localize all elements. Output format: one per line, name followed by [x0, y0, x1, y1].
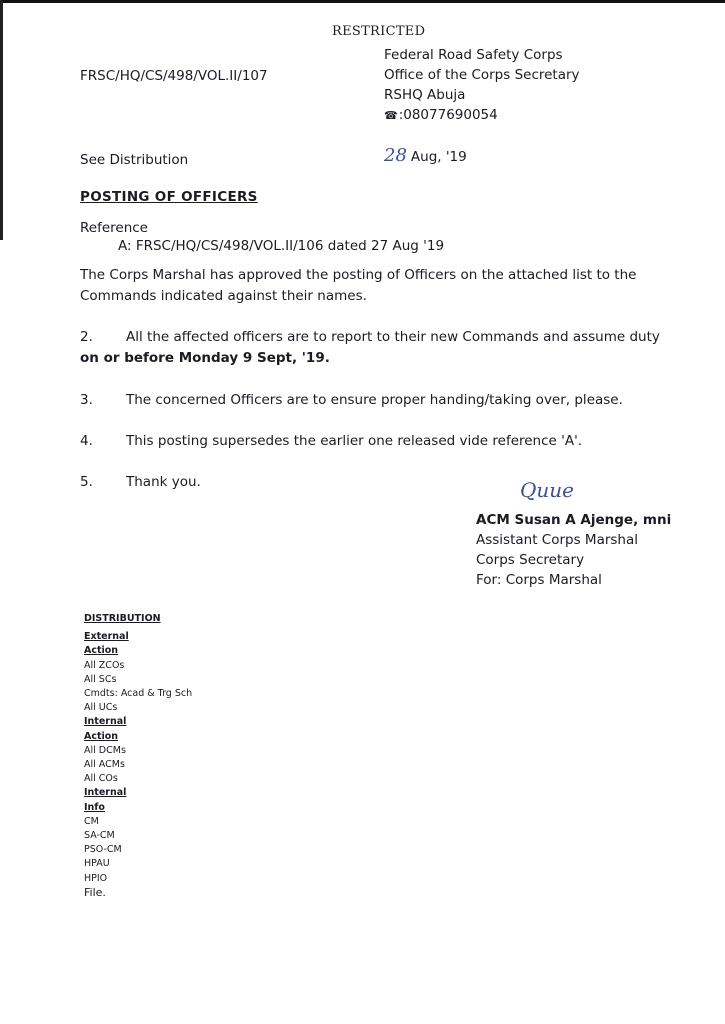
paragraph-4-number: 4.: [80, 433, 93, 449]
telephone-icon: ☎: [384, 109, 398, 122]
see-distribution: See Distribution: [80, 152, 189, 168]
signer-name: ACM Susan A Ajenge, mni: [476, 512, 672, 528]
list-item: SA-CM: [84, 830, 115, 842]
internal-info-section-label: Internal: [84, 787, 127, 799]
list-item: All SCs: [84, 673, 117, 685]
list-item: HPAU: [84, 858, 110, 870]
internal-info-label: Info: [84, 801, 105, 813]
address-line-1: Federal Road Safety Corps: [384, 47, 563, 63]
external-action-label: Action: [84, 645, 119, 657]
paragraph-4-text: This posting supersedes the earlier one released vide reference 'A'.: [126, 433, 583, 449]
external-label: External: [84, 631, 129, 643]
internal-label: Internal: [84, 716, 127, 728]
signer-position: Corps Secretary: [476, 552, 585, 568]
list-item: HPIO: [84, 872, 108, 884]
list-item: All COs: [84, 773, 118, 785]
distribution-heading: DISTRIBUTION: [84, 613, 161, 624]
reference-label: Reference: [80, 220, 148, 236]
paragraph-5-number: 5.: [80, 474, 93, 490]
paragraph-2-number: 2.: [80, 329, 93, 345]
subject-heading: POSTING OF OFFICERS: [80, 189, 258, 205]
file-copy: File.: [84, 885, 106, 899]
paragraph-5-text: Thank you.: [126, 474, 201, 490]
sender-address: [384, 45, 580, 126]
classification-label: RESTRICTED: [332, 24, 426, 39]
signature-block: [476, 510, 671, 590]
paragraph-1: The Corps Marshal has approved the posting of Officers on the attached list to the Commands indicated against their names.: [80, 267, 637, 304]
address-line-3: RSHQ Abuja: [384, 87, 466, 103]
reference-line: A: FRSC/HQ/CS/498/VOL.II/106 dated 27 Aug '19: [118, 238, 445, 254]
list-item: All ACMs: [84, 759, 125, 771]
scan-top-edge: [0, 0, 725, 3]
handwritten-day: 28: [384, 145, 407, 166]
address-phone: [384, 105, 580, 126]
scan-left-edge: [0, 0, 3, 240]
distribution-list: [84, 612, 192, 900]
signature-mark: Quue: [520, 478, 574, 502]
paragraph-3: [80, 390, 680, 411]
paragraph-3-text: The concerned Officers are to ensure proper handing/taking over, please.: [126, 392, 623, 408]
list-item: All UCs: [84, 702, 118, 714]
reference-number: FRSC/HQ/CS/498/VOL.II/107: [80, 68, 268, 84]
letter-date: [384, 146, 467, 167]
address-line-2: Office of the Corps Secretary: [384, 67, 580, 83]
list-item: PSO-CM: [84, 844, 122, 856]
paragraph-4: [80, 431, 680, 452]
list-item: All ZCOs: [84, 659, 125, 671]
signer-rank: Assistant Corps Marshal: [476, 532, 639, 548]
date-month-year: Aug, '19: [410, 149, 467, 165]
internal-action-label: Action: [84, 730, 119, 742]
paragraph-2-continuation: on or before Monday 9 Sept, '19.: [80, 350, 330, 366]
signer-for: For: Corps Marshal: [476, 572, 602, 588]
list-item: All DCMs: [84, 744, 126, 756]
paragraph-3-number: 3.: [80, 392, 93, 408]
list-item: CM: [84, 815, 99, 827]
paragraph-5: [80, 472, 680, 493]
phone-number: :08077690054: [398, 107, 498, 123]
list-item: Cmdts: Acad & Trg Sch: [84, 688, 193, 700]
paragraph-2-text: All the affected officers are to report to their new Commands and assume duty: [126, 329, 660, 345]
paragraph-2: [80, 327, 680, 369]
